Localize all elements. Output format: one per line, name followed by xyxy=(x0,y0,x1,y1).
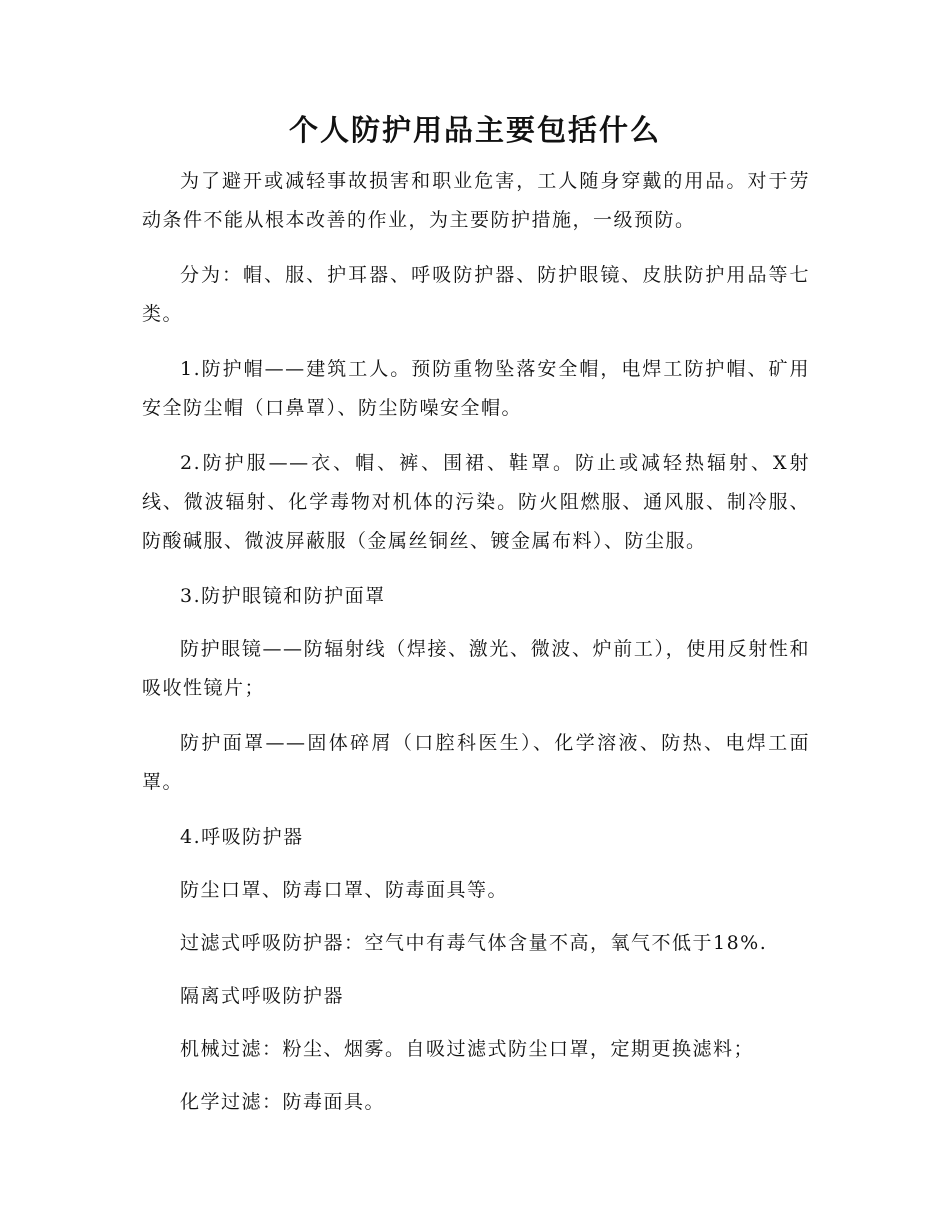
paragraph-isolation-respirator: 隔离式呼吸防护器 xyxy=(180,985,345,1007)
paragraph-protective-helmet: 1.防护帽——建筑工人。预防重物坠落安全帽，电焊工防护帽、矿用安全防尘帽（口鼻罩）、防尘防噪安全帽。 xyxy=(142,358,810,419)
paragraph-intro: 为了避开或减轻事故损害和职业危害，工人随身穿戴的用品。对于劳动条件不能从根本改善的作业，为主要防护措施，一级预防。 xyxy=(142,170,810,231)
paragraph-protective-clothing: 2.防护服——衣、帽、裤、围裙、鞋罩。防止或减轻热辐射、X射线、微波辐射、化学毒物对机体的污染。防火阻燃服、通风服、制冷服、防酸碱服、微波屏蔽服（金属丝铜丝、镀金属布料）、防尘服。 xyxy=(142,452,810,552)
paragraph-filter-respirator: 过滤式呼吸防护器：空气中有毒气体含量不高，氧气不低于18%. xyxy=(180,932,768,954)
paragraph-categories: 分为：帽、服、护耳器、呼吸防护器、防护眼镜、皮肤防护用品等七类。 xyxy=(142,264,810,325)
heading-respirators: 4.呼吸防护器 xyxy=(180,826,304,848)
document-body xyxy=(142,162,810,1136)
heading-goggles-and-masks: 3.防护眼镜和防护面罩 xyxy=(180,585,386,607)
paragraph-goggles: 防护眼镜——防辐射线（焊接、激光、微波、炉前工），使用反射性和吸收性镜片； xyxy=(142,638,810,699)
page-title: 个人防护用品主要包括什么 xyxy=(288,113,661,147)
paragraph-chemical-filter: 化学过滤：防毒面具。 xyxy=(180,1091,386,1113)
paragraph-mechanical-filter: 机械过滤：粉尘、烟雾。自吸过滤式防尘口罩，定期更换滤料； xyxy=(180,1038,755,1060)
paragraph-respirator-types: 防尘口罩、防毒口罩、防毒面具等。 xyxy=(180,879,509,901)
paragraph-face-mask: 防护面罩——固体碎屑（口腔科医生）、化学溶液、防热、电焊工面罩。 xyxy=(142,732,810,793)
